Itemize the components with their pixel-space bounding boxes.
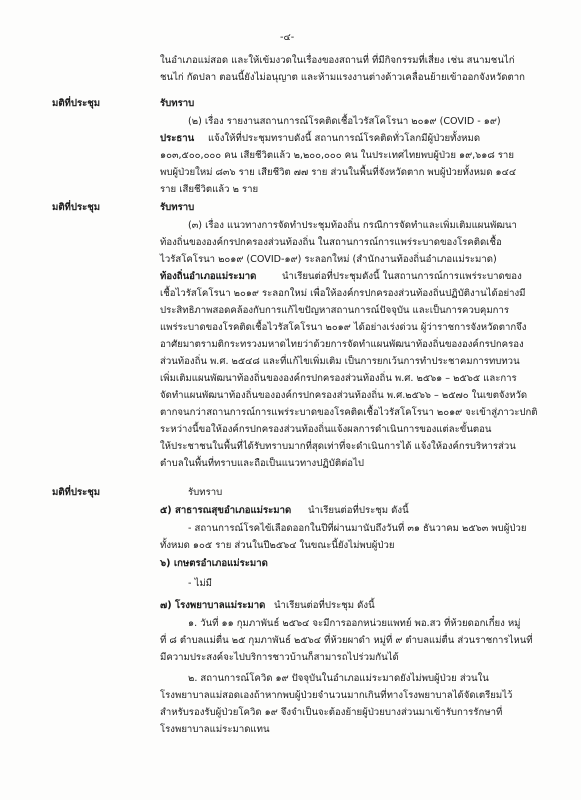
paragraph-line: อาศัยมาตรามติกระทรวงมหาดไทยว่าด้วยการจัดทำแผนพัฒนาท้องถิ่นขององค์กรปกครอง	[160, 339, 524, 350]
paragraph-line: นำเรียนต่อที่ประชุม ดังนี้	[308, 505, 409, 516]
paragraph-line: ๒. สถานการณ์โควิด ๑๙ ปัจจุบันในอำเภอแม่ระมาดยังไม่พบผู้ป่วย ส่วนใน	[188, 673, 489, 684]
page-number: -๔-	[280, 32, 295, 43]
paragraph-line: นำเรียนต่อที่ประชุมดังนี้ ในสถานการณ์การแพร่ระบาดของ	[282, 271, 522, 282]
paragraph-line: ๑. วันที่ ๑๑ กุมภาพันธ์ ๒๕๖๔ จะมีการออกหน่วยแพทย์ พอ.สว ที่ห้วยดอกเกี๋ยง หมู่	[188, 618, 521, 629]
paragraph-line: เพิ่มเติมแผนพัฒนาท้องถิ่นขององค์กรปกครองส่วนท้องถิ่น พ.ศ. ๒๕๖๑ – ๒๕๖๕ และการ	[160, 373, 517, 384]
speaker-label: ประธาน	[160, 133, 195, 144]
paragraph-line: โรงพยาบาลแม่สอดเองถ้าหากพบผู้ป่วยจำนวนมากเกินที่ทางโรงพยาบาลได้จัดเตรียมไว้	[160, 690, 513, 701]
paragraph-line: ราย เสียชีวิตแล้ว ๒ ราย	[160, 184, 259, 195]
resolution-text: รับทราบ	[160, 98, 195, 109]
resolution-label: มติที่ประชุม	[52, 487, 101, 498]
paragraph-line: เชื้อไวรัสโคโรนา ๒๐๑๙ ระลอกใหม่ เพื่อให้องค์กรปกครองส่วนท้องถิ่นปฏิบัติงานได้อย่างมี	[160, 288, 526, 299]
resolution-label: มติที่ประชุม	[52, 98, 101, 109]
paragraph-line: ระหว่างนี้ขอให้องค์กรปกครองส่วนท้องถิ่นแจ้งผลการดำเนินการของแต่ละขั้นตอน	[160, 424, 492, 435]
paragraph-line: ในอำเภอแม่สอด และให้เข้มงวดในเรื่องของสถานที่ ที่มีกิจกรรมที่เสี่ยง เช่น สนามชนไก่	[160, 55, 515, 66]
section-heading: ๕) สาธารณสุขอำเภอแม่ระมาด	[160, 505, 292, 516]
paragraph-line: สำหรับรองรับผู้ป่วยโควิด ๑๙ จึงจำเป็นจะต้องย้ายผู้ป่วยบางส่วนมาเข้ารับการรักษาที่	[160, 707, 503, 718]
section-heading: ๖) เกษตรอำเภอแม่ระมาด	[160, 558, 268, 569]
paragraph-line: ชนไก่ กัดปลา ตอนนี้ยังไม่อนุญาต และห้ามแรงงานต่างด้าวเคลื่อนย้ายเข้าออกจังหวัดตาก	[160, 72, 525, 83]
paragraph-line: ที่ ๘ ตำบลแม่ตื่น ๒๕ กุมภาพันธ์ ๒๕๖๔ ที่ห้วยผาดำ หมู่ที่ ๙ ตำบลแม่ตื่น ส่วนราชการไหนที่	[160, 635, 533, 646]
section-heading: ๗) โรงพยาบาลแม่ระมาด	[160, 600, 266, 611]
speaker-label: ท้องถิ่นอำเภอแม่ระมาด	[160, 271, 257, 282]
paragraph-line: นำเรียนต่อที่ประชุม ดังนี้	[274, 600, 375, 611]
paragraph-line: พบผู้ป่วยใหม่ ๘๓๖ ราย เสียชีวิต ๗๗ ราย ส่วนในพื้นที่จังหวัดตาก พบผู้ป่วยทั้งหมด ๑๔๔	[160, 167, 517, 178]
paragraph-line: โรงพยาบาลแม่ระมาดแทน	[160, 724, 270, 735]
paragraph-line: ตากจนกว่าสถานการณ์การแพร่ระบาดของโรคติดเชื้อไวรัสโคโรนา ๒๐๑๙ จะเข้าสู่ภาวะปกติ	[160, 407, 538, 418]
resolution-text: รับทราบ	[160, 202, 195, 213]
paragraph-line: ๑๐๓,๕๐๐,๐๐๐ คน เสียชีวิตแล้ว ๒,๒๐๐,๐๐๐ คน ในประเทศไทยพบผู้ป่วย ๑๙,๖๑๘ ราย	[160, 150, 514, 161]
paragraph-line: ไวรัสโคโรนา ๒๐๑๙ (COVID-๑๙) ระลอกใหม่ (สำนักงานท้องถิ่นอำเภอแม่ระมาด)	[160, 254, 497, 265]
paragraph-line: จัดทำแผนพัฒนาท้องถิ่นขององค์กรปกครองส่วนท้องถิ่น พ.ศ.๒๕๖๖ – ๒๕๗๐ ในเขตจังหวัด	[160, 390, 528, 401]
paragraph-line: ตำบลในพื้นที่ทราบและถือเป็นแนวทางปฏิบัติต่อไป	[160, 458, 364, 469]
agenda-item-title: (๓) เรื่อง แนวทางการจัดทำประชุมท้องถิ่น กรณีการจัดทำและเพิ่มเติมแผนพัฒนา	[188, 220, 517, 231]
paragraph-line: แจ้งให้ที่ประชุมทราบดังนี้ สถานการณ์โรคติดทั่วโลกมีผู้ป่วยทั้งหมด	[208, 133, 481, 144]
paragraph-line: มีความประสงค์จะไปบริการชาวบ้านก็สามารถไปร่วมกันได้	[160, 652, 399, 663]
resolution-text: รับทราบ	[188, 487, 223, 498]
paragraph-line: ให้ประชาชนในพื้นที่ได้รับทราบมากที่สุดเท่าที่จะดำเนินการได้ แจ้งให้องค์กรบริหารส่วน	[160, 441, 516, 452]
paragraph-line: แพร่ระบาดของโรคติดเชื้อไวรัสโคโรนา ๒๐๑๙ ได้อย่างเร่งด่วน ผู้ว่าราชการจังหวัดตากจึง	[160, 322, 527, 333]
paragraph-line: ทั้งหมด ๑๐๕ ราย ส่วนในปี๒๕๖๔ ในขณะนี้ยังไม่พบผู้ป่วย	[160, 540, 395, 551]
resolution-label: มติที่ประชุม	[52, 202, 101, 213]
agenda-item-title: (๒) เรื่อง รายงานสถานการณ์โรคติดเชื้อไวรัสโคโรนา ๒๐๑๙ (COVID - ๑๙)	[188, 116, 501, 127]
paragraph-line: ส่วนท้องถิ่น พ.ศ. ๒๕๔๘ และที่แก้ไขเพิ่มเติม เป็นการยกเว้นการทำประชาคมการทบทวน	[160, 356, 520, 367]
paragraph-line: ท้องถิ่นขององค์กรปกครองส่วนท้องถิ่น ในสถานการณ์การแพร่ระบาดของโรคติดเชื้อ	[160, 237, 502, 248]
paragraph-line: ประสิทธิภาพสอดคล้องกับการแก้ไขปัญหาสถานการณ์ปัจจุบัน และเป็นการควบคุมการ	[160, 305, 510, 316]
paragraph-line: - สถานการณ์โรคไข้เลือดออกในปีที่ผ่านมานับถึงวันที่ ๓๑ ธันวาคม ๒๕๖๓ พบผู้ป่วย	[188, 523, 527, 534]
paragraph-line: - ไม่มี	[188, 578, 212, 589]
